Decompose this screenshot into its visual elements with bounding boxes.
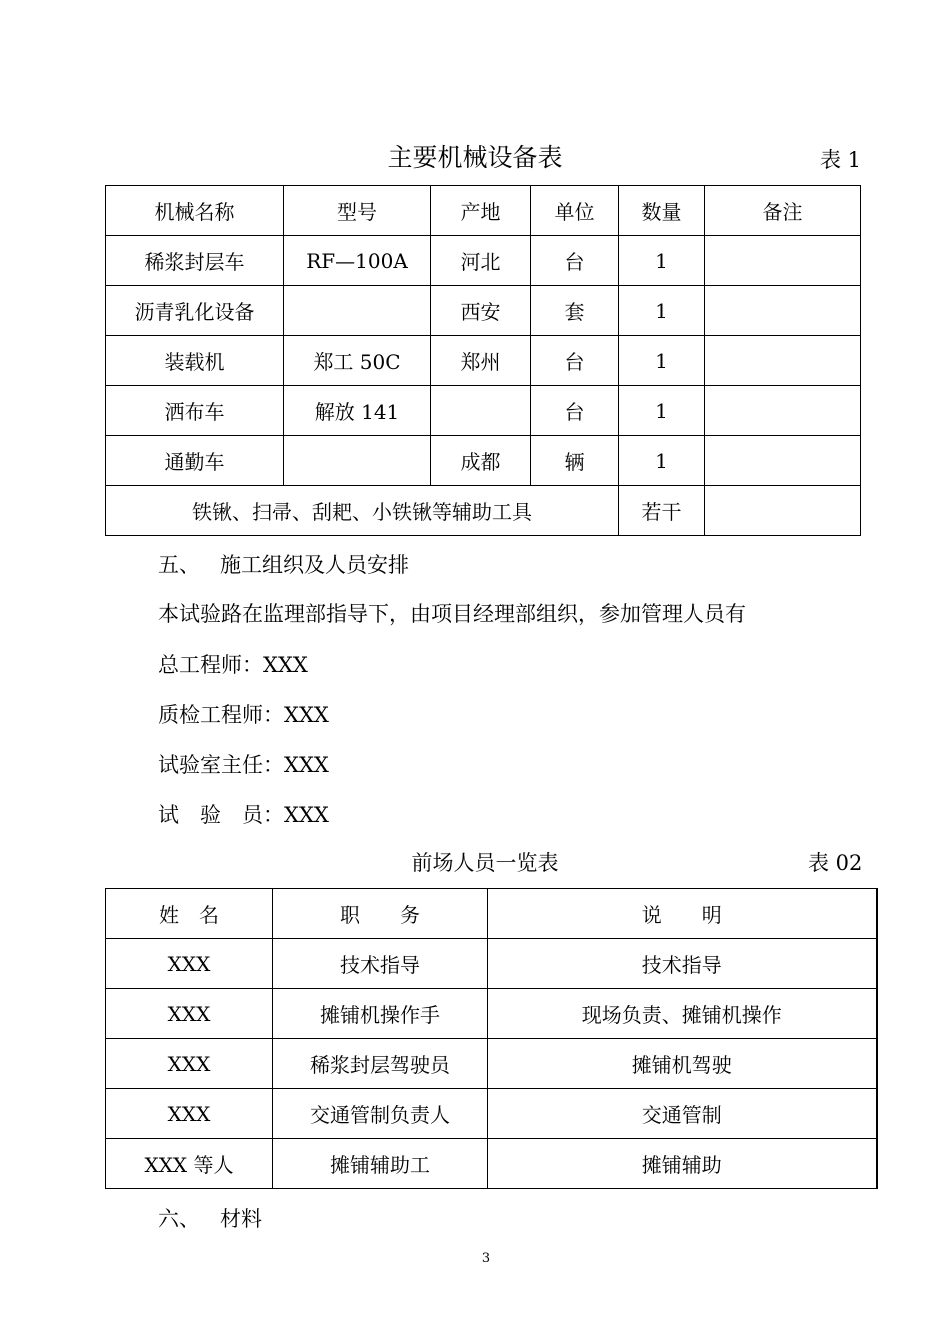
table-cell: 河北 <box>431 236 531 286</box>
section-5-heading <box>158 549 409 579</box>
section-6-title: 材料 <box>220 1207 262 1231</box>
table-row <box>106 436 861 486</box>
table-cell: 解放 141 <box>284 386 431 436</box>
table-cell: 台 <box>531 336 619 386</box>
section-5-number: 五、 <box>158 553 200 577</box>
table-row <box>106 1089 877 1139</box>
staff-line: 总工程师：XXX <box>158 653 308 677</box>
table-header-row <box>106 186 861 236</box>
table-cell: 交通管制负责人 <box>273 1089 488 1139</box>
table-cell: 技术指导 <box>273 939 488 989</box>
table-cell: 摊铺辅助 <box>488 1139 877 1189</box>
table-row <box>106 236 861 286</box>
table-cell: 摊铺机操作手 <box>273 989 488 1039</box>
table-cell: 郑州 <box>431 336 531 386</box>
table-row <box>106 1139 877 1189</box>
table-cell: 稀浆封层车 <box>106 236 284 286</box>
table-cell: 1 <box>619 386 705 436</box>
page-number: 3 <box>481 1251 491 1266</box>
table-header-row <box>106 889 877 939</box>
table-cell: 交通管制 <box>488 1089 877 1139</box>
section-5-intro: 本试验路在监理部指导下，由项目经理部组织，参加管理人员有 <box>158 602 746 626</box>
section-6-heading <box>158 1203 262 1233</box>
personnel-table <box>105 888 878 1189</box>
table-cell: XXX <box>106 1089 273 1139</box>
table-cell: XXX <box>106 939 273 989</box>
equipment-table-number: 表 1 <box>820 148 862 172</box>
equipment-table <box>105 185 861 536</box>
table-row <box>106 386 861 436</box>
table-cell <box>284 436 431 486</box>
table-cell <box>705 336 861 386</box>
personnel-table-number: 表 02 <box>808 851 863 875</box>
table-cell: 台 <box>531 236 619 286</box>
staff-line: 试验室主任：XXX <box>158 753 329 777</box>
table-cell <box>705 236 861 286</box>
table-cell: 通勤车 <box>106 436 284 486</box>
table-cell: XXX <box>106 989 273 1039</box>
table-cell: 西安 <box>431 286 531 336</box>
tools-quantity-cell: 若干 <box>619 486 705 536</box>
section-6-number: 六、 <box>158 1207 200 1231</box>
staff-line: 试 验 员：XXX <box>158 803 329 827</box>
table-cell: 台 <box>531 386 619 436</box>
header-cell: 产地 <box>431 186 531 236</box>
tools-note-cell <box>705 486 861 536</box>
table-cell: 沥青乳化设备 <box>106 286 284 336</box>
table-cell: 摊铺辅助工 <box>273 1139 488 1189</box>
table-cell <box>705 436 861 486</box>
header-cell: 备注 <box>705 186 861 236</box>
table-cell: 1 <box>619 336 705 386</box>
table-cell <box>705 386 861 436</box>
table-cell: 1 <box>619 236 705 286</box>
staff-line: 质检工程师：XXX <box>158 703 329 727</box>
header-cell: 职 务 <box>273 889 488 939</box>
table-cell <box>431 386 531 436</box>
table-cell: 摊铺机驾驶 <box>488 1039 877 1089</box>
header-cell: 型号 <box>284 186 431 236</box>
section-5-title: 施工组织及人员安排 <box>220 553 409 577</box>
table-cell: XXX 等人 <box>106 1139 273 1189</box>
table-cell: 装载机 <box>106 336 284 386</box>
table-cell: 洒布车 <box>106 386 284 436</box>
personnel-table-title: 前场人员一览表 <box>411 851 559 875</box>
table-cell: 郑工 50C <box>284 336 431 386</box>
table-row <box>106 1039 877 1089</box>
table-row <box>106 336 861 386</box>
table-cell: 1 <box>619 436 705 486</box>
header-cell: 数量 <box>619 186 705 236</box>
equipment-table-title: 主要机械设备表 <box>387 143 563 172</box>
table-row <box>106 486 861 536</box>
table-cell: 1 <box>619 286 705 336</box>
table-cell: 稀浆封层驾驶员 <box>273 1039 488 1089</box>
tools-label-cell: 铁锹、扫帚、刮耙、小铁锹等辅助工具 <box>106 486 619 536</box>
table-cell: RF—100A <box>284 236 431 286</box>
header-cell: 单位 <box>531 186 619 236</box>
table-row <box>106 939 877 989</box>
table-row <box>106 989 877 1039</box>
header-cell: 机械名称 <box>106 186 284 236</box>
table-row <box>106 286 861 336</box>
table-cell: 辆 <box>531 436 619 486</box>
table-cell: 套 <box>531 286 619 336</box>
table-cell: 技术指导 <box>488 939 877 989</box>
header-cell: 说 明 <box>488 889 877 939</box>
header-cell: 姓 名 <box>106 889 273 939</box>
table-cell: 成都 <box>431 436 531 486</box>
table-cell: 现场负责、摊铺机操作 <box>488 989 877 1039</box>
table-cell <box>284 286 431 336</box>
table-cell <box>705 286 861 336</box>
table-cell: XXX <box>106 1039 273 1089</box>
